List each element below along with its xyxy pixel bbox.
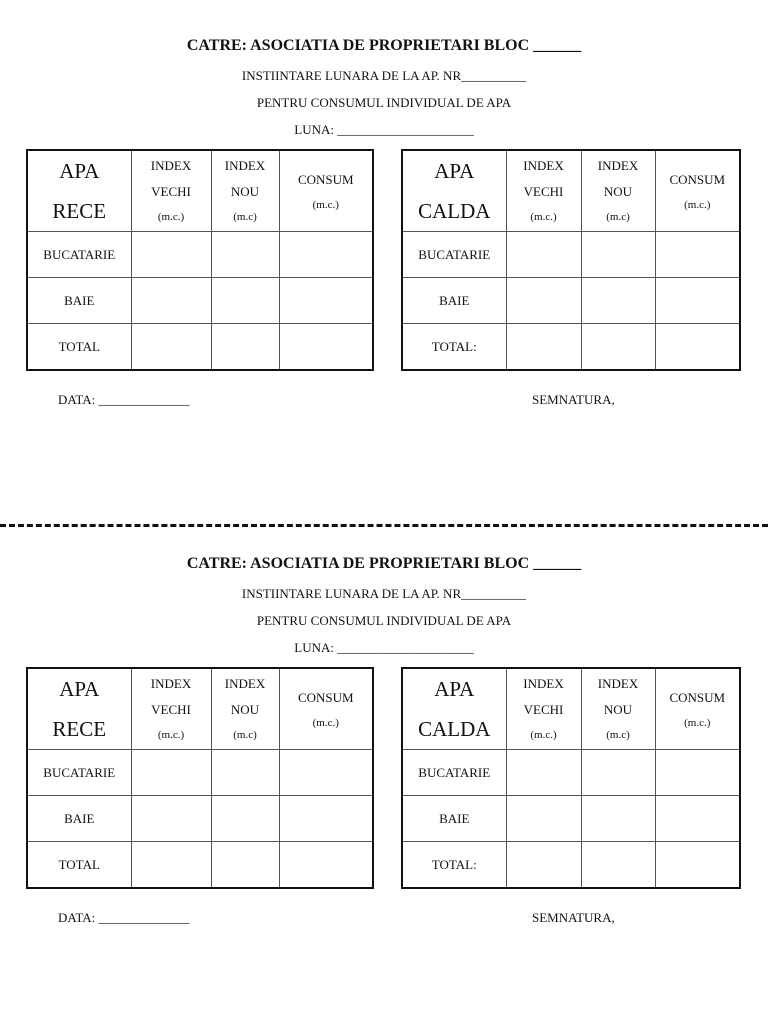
cell-kitchen-index-new[interactable] <box>581 750 655 796</box>
col-index-old-header <box>506 150 581 232</box>
cold-water-table <box>26 667 374 889</box>
col-consumption-header <box>279 150 373 232</box>
form-title: CATRE: ASOCIATIA DE PROPRIETARI BLOC ______ <box>186 37 582 54</box>
cell-bath-index-new[interactable] <box>211 796 279 842</box>
table-row-bath <box>402 278 740 324</box>
col-index-old-unit: (m.c.) <box>157 729 185 741</box>
col-index-old-unit: (m.c.) <box>530 729 557 741</box>
cell-total-index-old[interactable] <box>506 324 581 371</box>
cell-total-consumption[interactable] <box>279 324 373 371</box>
col-index-old-header <box>506 668 581 750</box>
hot-water-label-line2: CALDA <box>418 199 491 223</box>
cell-total-consumption[interactable] <box>279 842 373 889</box>
col-index-old-unit: (m.c.) <box>157 211 185 223</box>
cold-water-header <box>27 150 131 232</box>
cold-water-label-line2: RECE <box>52 199 107 223</box>
form-subtitle-consumption: PENTRU CONSUMUL INDIVIDUAL DE APA <box>256 613 512 628</box>
date-field[interactable]: DATA: ______________ <box>58 392 190 407</box>
col-consumption-label: CONSUM <box>669 689 726 705</box>
col-index-old-line2: VECHI <box>151 184 191 199</box>
signature-field[interactable]: SEMNATURA, <box>532 910 615 925</box>
cell-kitchen-consumption[interactable] <box>655 232 740 278</box>
row-label-total: TOTAL <box>27 842 131 889</box>
signature-field[interactable]: SEMNATURA, <box>532 392 615 407</box>
hot-water-label-line1: APA <box>434 677 475 701</box>
col-consumption-label: CONSUM <box>669 171 726 187</box>
col-consumption-label: CONSUM <box>297 171 354 187</box>
form-title: CATRE: ASOCIATIA DE PROPRIETARI BLOC ______ <box>186 555 582 572</box>
row-label-bath: BAIE <box>27 796 131 842</box>
col-index-new-header <box>581 668 655 750</box>
table-row-bath <box>27 796 373 842</box>
cell-total-index-new[interactable] <box>211 842 279 889</box>
col-index-new-unit: (m.c) <box>233 729 257 741</box>
cell-total-index-old[interactable] <box>131 842 211 889</box>
cell-total-index-old[interactable] <box>506 842 581 889</box>
row-label-total: TOTAL: <box>402 842 506 889</box>
table-row-bath <box>27 278 373 324</box>
hot-water-label-line1: APA <box>434 159 475 183</box>
col-index-new-line2: NOU <box>230 702 260 717</box>
col-consumption-unit: (m.c.) <box>312 716 339 729</box>
col-index-new-line1: INDEX <box>597 676 639 691</box>
col-index-old-line2: VECHI <box>523 184 564 199</box>
form-subtitle-consumption: PENTRU CONSUMUL INDIVIDUAL DE APA <box>256 95 512 110</box>
cell-bath-consumption[interactable] <box>655 796 740 842</box>
col-index-old-line1: INDEX <box>523 158 564 173</box>
cell-total-index-new[interactable] <box>581 842 655 889</box>
table-row-kitchen <box>402 232 740 278</box>
col-index-old-line1: INDEX <box>523 676 564 691</box>
cell-total-index-new[interactable] <box>211 324 279 371</box>
col-consumption-label: CONSUM <box>297 689 354 705</box>
hot-water-header <box>402 668 506 750</box>
row-label-total: TOTAL: <box>402 324 506 371</box>
cell-kitchen-index-new[interactable] <box>211 750 279 796</box>
table-row-total <box>402 842 740 889</box>
form-subtitle-apartment: INSTIINTARE LUNARA DE LA AP. NR__________ <box>241 586 527 601</box>
form-top <box>0 0 768 470</box>
hot-water-label-line2: CALDA <box>418 717 491 741</box>
row-label-bath: BAIE <box>27 278 131 324</box>
cell-bath-consumption[interactable] <box>279 278 373 324</box>
col-index-new-line2: NOU <box>603 184 633 199</box>
cold-water-header <box>27 668 131 750</box>
col-index-old-header <box>131 668 211 750</box>
col-index-new-line1: INDEX <box>224 676 266 691</box>
row-label-kitchen: BUCATARIE <box>27 232 131 278</box>
cold-water-label-line2: RECE <box>52 717 107 741</box>
col-index-new-line2: NOU <box>230 184 260 199</box>
cell-kitchen-consumption[interactable] <box>279 750 373 796</box>
col-index-new-header <box>211 668 279 750</box>
table-row-total <box>27 324 373 371</box>
cell-kitchen-index-new[interactable] <box>211 232 279 278</box>
cold-water-table <box>26 149 374 371</box>
row-label-kitchen: BUCATARIE <box>402 232 506 278</box>
cell-total-index-old[interactable] <box>131 324 211 371</box>
col-consumption-unit: (m.c.) <box>684 716 711 729</box>
form-bottom <box>0 518 768 988</box>
col-consumption-unit: (m.c.) <box>684 198 711 211</box>
col-index-new-header <box>581 150 655 232</box>
table-row-bath <box>402 796 740 842</box>
table-row-total <box>402 324 740 371</box>
col-index-new-unit: (m.c) <box>606 729 630 741</box>
cell-bath-index-old[interactable] <box>131 796 211 842</box>
hot-water-table <box>401 667 741 889</box>
col-consumption-header <box>655 668 740 750</box>
col-index-new-unit: (m.c) <box>606 211 630 223</box>
cell-kitchen-consumption[interactable] <box>655 750 740 796</box>
cell-kitchen-index-old[interactable] <box>506 750 581 796</box>
table-row-total <box>27 842 373 889</box>
table-row-kitchen <box>27 232 373 278</box>
col-consumption-header <box>655 150 740 232</box>
table-row-kitchen <box>402 750 740 796</box>
cell-kitchen-consumption[interactable] <box>279 232 373 278</box>
row-label-bath: BAIE <box>402 796 506 842</box>
cell-total-index-new[interactable] <box>581 324 655 371</box>
cell-total-consumption[interactable] <box>655 324 740 371</box>
cell-bath-consumption[interactable] <box>655 278 740 324</box>
month-field[interactable]: LUNA: _____________________ <box>294 122 474 137</box>
col-index-new-line2: NOU <box>603 702 633 717</box>
col-index-old-line1: INDEX <box>150 158 192 173</box>
date-field[interactable]: DATA: ______________ <box>58 910 190 925</box>
col-index-old-header <box>131 150 211 232</box>
cold-water-label-line1: APA <box>59 677 100 701</box>
form-subtitle-apartment: INSTIINTARE LUNARA DE LA AP. NR__________ <box>241 68 527 83</box>
col-index-old-line1: INDEX <box>150 676 192 691</box>
col-consumption-unit: (m.c.) <box>312 198 339 211</box>
col-index-old-line2: VECHI <box>523 702 564 717</box>
row-label-kitchen: BUCATARIE <box>402 750 506 796</box>
cell-kitchen-index-new[interactable] <box>581 232 655 278</box>
table-row-kitchen <box>27 750 373 796</box>
cell-bath-index-old[interactable] <box>131 278 211 324</box>
row-label-total: TOTAL <box>27 324 131 371</box>
cell-kitchen-index-old[interactable] <box>131 750 211 796</box>
col-index-new-line1: INDEX <box>597 158 639 173</box>
cell-bath-index-new[interactable] <box>581 796 655 842</box>
cold-water-label-line1: APA <box>59 159 100 183</box>
cell-bath-index-old[interactable] <box>506 278 581 324</box>
cell-bath-index-old[interactable] <box>506 796 581 842</box>
col-index-new-header <box>211 150 279 232</box>
hot-water-table <box>401 149 741 371</box>
hot-water-header <box>402 150 506 232</box>
cell-total-consumption[interactable] <box>655 842 740 889</box>
col-index-old-unit: (m.c.) <box>530 211 557 223</box>
col-consumption-header <box>279 668 373 750</box>
col-index-new-line1: INDEX <box>224 158 266 173</box>
col-index-old-line2: VECHI <box>151 702 191 717</box>
cell-bath-index-new[interactable] <box>581 278 655 324</box>
cell-bath-consumption[interactable] <box>279 796 373 842</box>
cell-kitchen-index-old[interactable] <box>131 232 211 278</box>
row-label-kitchen: BUCATARIE <box>27 750 131 796</box>
col-index-new-unit: (m.c) <box>233 211 257 223</box>
cell-bath-index-new[interactable] <box>211 278 279 324</box>
cell-kitchen-index-old[interactable] <box>506 232 581 278</box>
row-label-bath: BAIE <box>402 278 506 324</box>
month-field[interactable]: LUNA: _____________________ <box>294 640 474 655</box>
